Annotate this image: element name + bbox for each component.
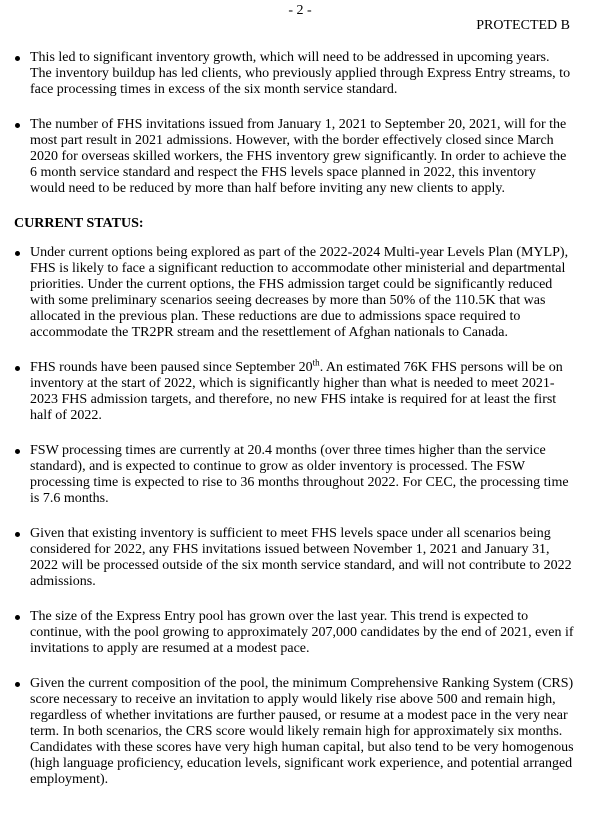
bullet-item-existing-inventory bbox=[14, 526, 574, 590]
bullet-item-crs-score bbox=[14, 676, 574, 788]
bullet-text: Given that existing inventory is sufficient to meet FHS levels space under all scenarios being considered for 2022, any FHS invitations issued between November 1, 2021 and January 31, 2022 will be processed outside of the six month service standard, and will not contribute to 2022 admissions. bbox=[30, 526, 572, 589]
document-body bbox=[14, 50, 574, 801]
bullet-item-fhs-invitations bbox=[14, 117, 574, 197]
bullet-dot-icon bbox=[15, 123, 20, 128]
bullet-text-part: . An estimated 76K FHS persons will be on inventory at the start of 2022, which is significantly higher than what is needed to meet 2021-2023 FHS admission targets, and therefore, no new FHS intake is required for at least the first half of 2022. bbox=[30, 360, 563, 423]
classification-label: PROTECTED B bbox=[476, 18, 570, 33]
intro-bullet-list bbox=[14, 50, 574, 197]
bullet-text-part: FHS rounds have been paused since September 20 bbox=[30, 360, 313, 375]
bullet-text: Under current options being explored as part of the 2022-2024 Multi-year Levels Plan (MYLP), FHS is likely to face a significant reduction to accommodate other ministerial and departmental priorities. Under the current options, the FHS admission target could be significantly reduced with some preliminary scenarios seeing decreases by more than 50% of the 110.5K that was allocated in the previous plan. These reductions are due to admissions space required to accommodate the TR2PR stream and the resettlement of Afghan nationals to Canada. bbox=[30, 245, 569, 340]
bullet-dot-icon bbox=[15, 449, 20, 454]
bullet-text: FSW processing times are currently at 20.4 months (over three times higher than the service standard), and is expected to continue to grow as older inventory is processed. The FSW processing time is expected to rise to 36 months throughout 2022. For CEC, the processing time is 7.6 months. bbox=[30, 443, 569, 506]
bullet-text: This led to significant inventory growth, which will need to be addressed in upcoming years. The inventory buildup has led clients, who previously applied through Express Entry streams, to face processing times in excess of the six month service standard. bbox=[30, 50, 571, 97]
bullet-item-express-entry-pool bbox=[14, 609, 574, 657]
bullet-dot-icon bbox=[15, 366, 20, 371]
bullet-item-inventory-growth bbox=[14, 50, 574, 98]
bullet-dot-icon bbox=[15, 615, 20, 620]
bullet-dot-icon bbox=[15, 56, 20, 61]
section-heading-current-status: CURRENT STATUS: bbox=[14, 216, 144, 231]
bullet-dot-icon bbox=[15, 251, 20, 256]
bullet-dot-icon bbox=[15, 532, 20, 537]
bullet-item-fhs-rounds-paused bbox=[14, 357, 574, 424]
bullet-item-mylp bbox=[14, 245, 574, 341]
bullet-dot-icon bbox=[15, 682, 20, 687]
ordinal-suffix: th bbox=[312, 357, 320, 368]
bullet-text: The size of the Express Entry pool has grown over the last year. This trend is expected to continue, with the pool growing to approximately 207,000 candidates by the end of 2021, even if invitations to apply are resumed at a modest pace. bbox=[30, 609, 574, 656]
bullet-text: The number of FHS invitations issued from January 1, 2021 to September 20, 2021, will for the most part result in 2021 admissions. However, with the border effectively closed since March 2020 for overseas skilled workers, the FHS inventory grew significantly. In order to achieve the 6 month service standard and respect the FHS levels space planned in 2022, this inventory would need to be reduced by more than half before inviting any new clients to apply. bbox=[30, 117, 567, 196]
page-number: - 2 - bbox=[288, 3, 312, 18]
bullet-text bbox=[30, 357, 563, 423]
bullet-item-fsw-processing bbox=[14, 443, 574, 507]
current-status-bullet-list bbox=[14, 245, 574, 788]
bullet-text: Given the current composition of the pool, the minimum Comprehensive Ranking System (CRS) score necessary to receive an invitation to apply would likely rise above 500 and remain high, regardless of whether invitations are further paused, or resume at a modest pace in the very near term. In both scenarios, the CRS score would likely remain high for approximately six months. Candidates with these scores have very high human capital, but also tend to be very homogenous (high language proficiency, education levels, significant work experience, and potential arranged employment). bbox=[30, 676, 574, 787]
